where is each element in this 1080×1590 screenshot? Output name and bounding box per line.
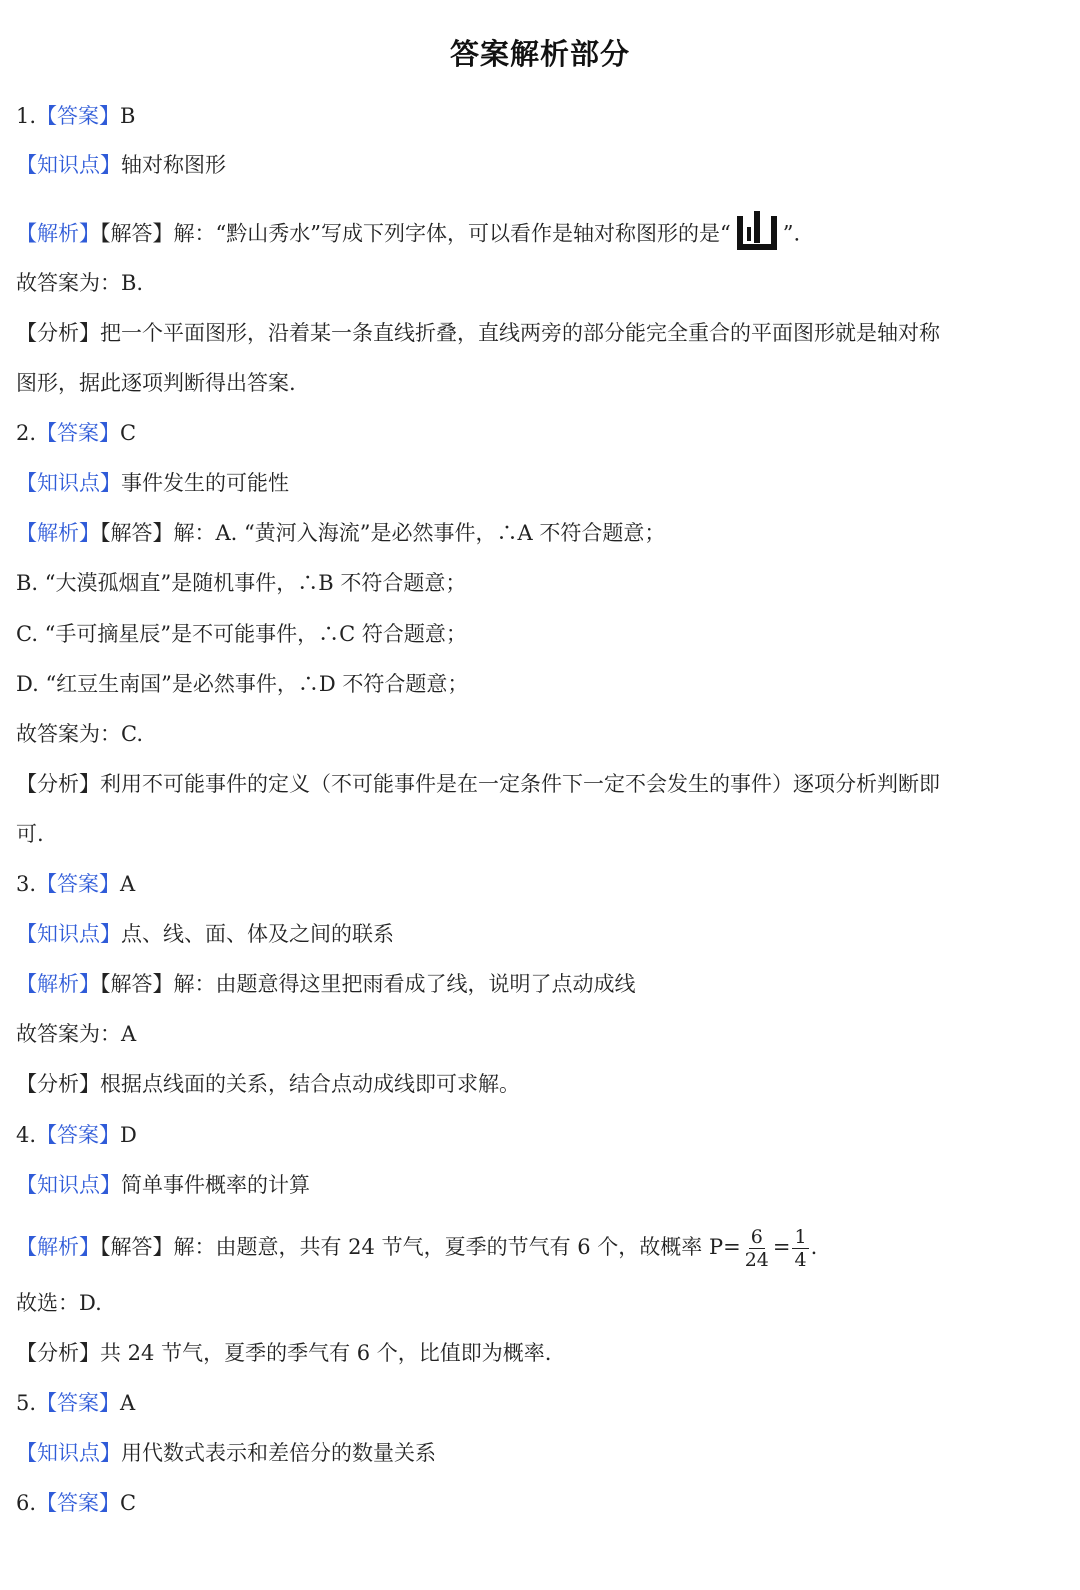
analysis-text: 根据点线面的关系，结合点动成线即可求解。: [100, 1072, 520, 1096]
answer-tag: 【答案】: [36, 1123, 121, 1147]
equals-sign: =: [772, 1235, 791, 1259]
q3-conclusion-line: 故答案为：A: [16, 1022, 137, 1046]
knowledge-text: 事件发生的可能性: [121, 471, 289, 495]
analysis-tag: 【解析】: [16, 972, 100, 996]
q4-solution-line: [16, 1226, 817, 1271]
answer-tag: 【答案】: [36, 421, 121, 445]
q2-option-d: D. “红豆生南国”是必然事件，∴D 不符合题意；: [16, 672, 469, 696]
fraction-numerator: 6: [750, 1226, 763, 1248]
page-title: 答案解析部分: [449, 37, 630, 71]
answer-value: C: [120, 1491, 137, 1515]
question-number: 2.: [16, 421, 37, 445]
question-number: 3.: [16, 872, 37, 896]
question-number: 1.: [16, 104, 37, 128]
q1-knowledge-line: [16, 150, 226, 180]
answer-value: A: [120, 1391, 136, 1415]
q2-knowledge-line: [16, 468, 289, 498]
answer-tag: 【答案】: [36, 872, 121, 896]
knowledge-text: 轴对称图形: [121, 153, 226, 177]
solution-text: 解：由题意，共有 24 节气，夏季的节气有 6 个，故概率 P=: [173, 1235, 741, 1259]
q2-answer-line: [16, 418, 136, 448]
q1-solution-line: [16, 209, 800, 261]
fenxi-tag: 【分析】: [16, 772, 100, 796]
question-number: 4.: [16, 1123, 37, 1147]
q2-analysis-line: [16, 769, 940, 799]
q2-conclusion-line: 故答案为：C.: [16, 722, 143, 746]
q1-analysis-line: [16, 318, 940, 348]
q4-answer-line: [16, 1120, 137, 1150]
fraction-1-4: [792, 1226, 808, 1271]
q1-answer-line: [16, 101, 135, 131]
analysis-tag: 【解析】: [16, 521, 100, 545]
q3-solution-line: [16, 969, 636, 999]
q5-knowledge-line: [16, 1438, 436, 1468]
solution-text: 解：由题意得这里把雨看成了线，说明了点动成线: [173, 972, 636, 996]
solution-tag: 【解答】: [100, 521, 174, 545]
q4-conclusion-line: 故选：D.: [16, 1291, 102, 1315]
answer-value: D: [120, 1123, 137, 1147]
q4-knowledge-line: [16, 1170, 310, 1200]
knowledge-text: 点、线、面、体及之间的联系: [121, 922, 394, 946]
analysis-tag: 【解析】: [16, 221, 100, 246]
analysis-tag: 【解析】: [16, 1235, 100, 1259]
q1-conclusion-line: 故答案为：B.: [16, 271, 144, 295]
q3-knowledge-line: [16, 919, 394, 949]
shan-glyph-image: [735, 209, 779, 261]
fraction-numerator: 1: [794, 1226, 807, 1248]
answer-value: C: [120, 421, 137, 445]
question-number: 5.: [16, 1391, 37, 1415]
knowledge-text: 用代数式表示和差倍分的数量关系: [121, 1441, 436, 1465]
question-number: 6.: [16, 1491, 37, 1515]
answer-tag: 【答案】: [36, 1391, 121, 1415]
q6-answer-line: [16, 1488, 136, 1518]
solution-end: .: [810, 1235, 818, 1259]
answer-value: B: [120, 104, 136, 128]
answer-tag: 【答案】: [36, 1491, 121, 1515]
q4-analysis-line: [16, 1338, 551, 1368]
solution-tag: 【解答】: [100, 972, 174, 996]
q1-analysis-line-2: 图形，据此逐项判断得出答案.: [16, 371, 296, 395]
fraction-6-24: [743, 1226, 771, 1271]
knowledge-tag: 【知识点】: [16, 1441, 121, 1465]
analysis-text: 共 24 节气，夏季的季气有 6 个，比值即为概率.: [100, 1341, 552, 1365]
q2-analysis-line-2: 可.: [16, 822, 44, 846]
fenxi-tag: 【分析】: [16, 1341, 100, 1365]
solution-text: 解：“黔山秀水”写成下列字体，可以看作是轴对称图形的是“: [173, 221, 731, 246]
q3-answer-line: [16, 869, 135, 899]
q5-answer-line: [16, 1388, 135, 1418]
fraction-denominator: 4: [794, 1249, 807, 1271]
q2-option-b: B. “大漠孤烟直”是随机事件，∴B 不符合题意；: [16, 571, 467, 595]
knowledge-tag: 【知识点】: [16, 1173, 121, 1197]
analysis-text: 利用不可能事件的定义（不可能事件是在一定条件下一定不会发生的事件）逐项分析判断即: [100, 772, 940, 796]
q3-analysis-line: [16, 1069, 520, 1099]
q2-solution-line: [16, 518, 665, 548]
knowledge-tag: 【知识点】: [16, 922, 121, 946]
answer-value: A: [120, 872, 136, 896]
fenxi-tag: 【分析】: [16, 1072, 100, 1096]
analysis-text: 把一个平面图形，沿着某一条直线折叠，直线两旁的部分能完全重合的平面图形就是轴对称: [100, 321, 940, 345]
solution-text: 解：A. “黄河入海流”是必然事件，∴A 不符合题意；: [173, 521, 666, 545]
q2-option-c: C. “手可摘星辰”是不可能事件，∴C 符合题意；: [16, 622, 467, 646]
fenxi-tag: 【分析】: [16, 321, 100, 345]
knowledge-tag: 【知识点】: [16, 471, 121, 495]
knowledge-tag: 【知识点】: [16, 153, 121, 177]
answer-tag: 【答案】: [36, 104, 121, 128]
solution-tag: 【解答】: [100, 221, 174, 246]
fraction-denominator: 24: [744, 1249, 769, 1271]
solution-tag: 【解答】: [100, 1235, 174, 1259]
knowledge-text: 简单事件概率的计算: [121, 1173, 310, 1197]
solution-end: ”.: [782, 221, 801, 246]
